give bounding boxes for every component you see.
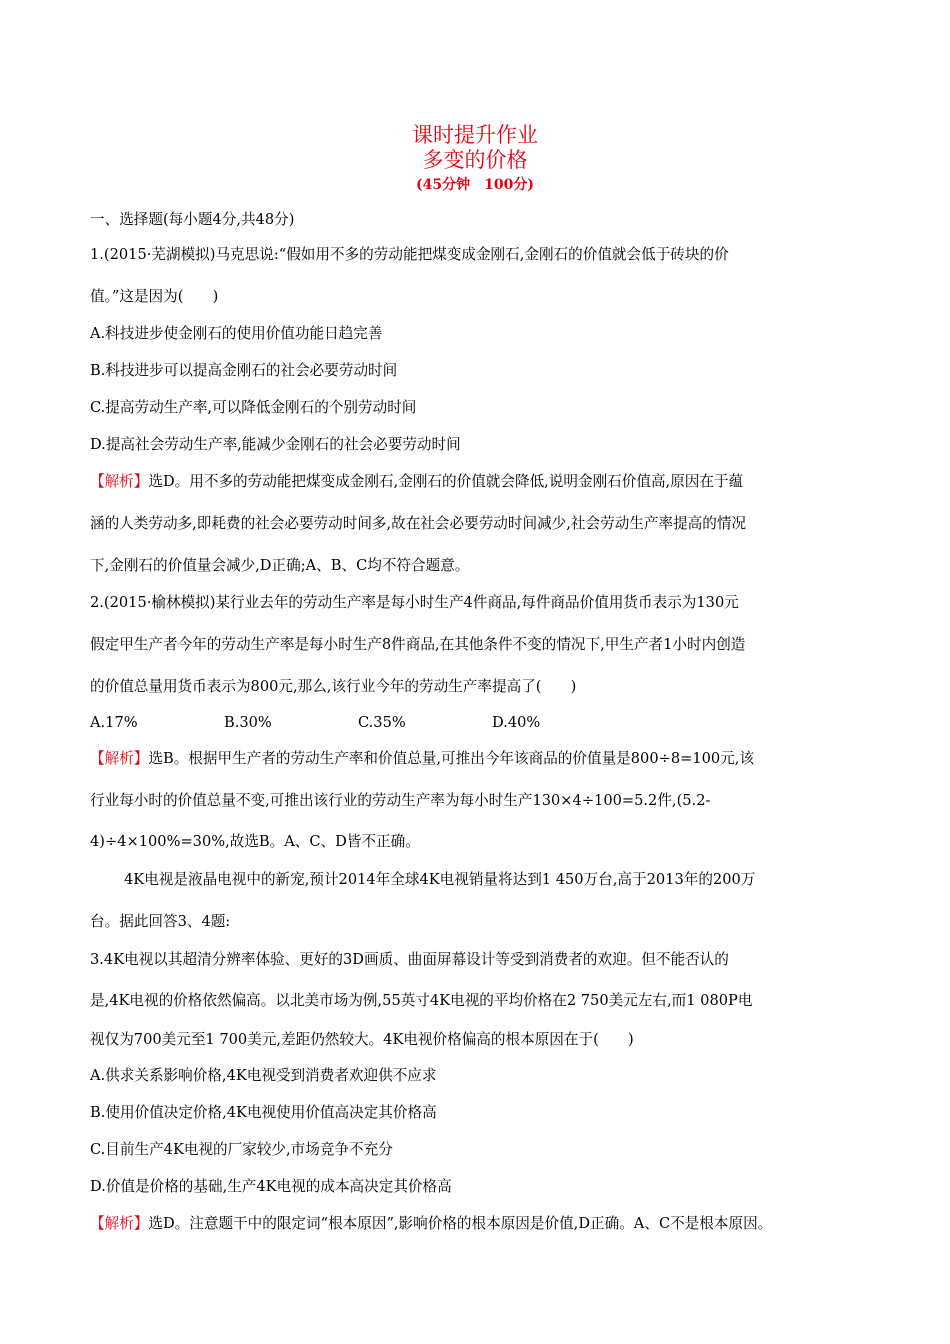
q1-option-c: C.提高劳动生产率,可以降低金刚石的个别劳动时间 bbox=[90, 399, 417, 416]
q3-stem-line1: 3.4K电视以其超清分辨率体验、更好的3D画质、曲面屏幕设计等受到消费者的欢迎。但不能否认的 bbox=[90, 951, 729, 968]
q1-stem-line1: 1.(2015·芜湖模拟)马克思说:“假如用不多的劳动能把煤变成金刚石,金刚石的价值就会低于砖块的价 bbox=[90, 246, 729, 263]
time-score-info: (45分钟 100分) bbox=[416, 177, 534, 193]
q1-analysis-line3: 下,金刚石的价值量会减少,D正确;A、B、C均不符合题意。 bbox=[90, 557, 470, 574]
q2-option-d: D.40% bbox=[492, 714, 541, 731]
q3-option-c: C.目前生产4K电视的厂家较少,市场竞争不充分 bbox=[90, 1141, 393, 1158]
analysis-text: 选B。根据甲生产者的劳动生产率和价值总量,可推出今年该商品的价值量是800÷8=100元,该 bbox=[148, 750, 755, 767]
q3-option-b: B.使用价值决定价格,4K电视使用价值高决定其价格高 bbox=[90, 1104, 437, 1121]
q3-stem-line2: 是,4K电视的价格依然偏高。以北美市场为例,55英寸4K电视的平均价格在2 750美元左右,而1 080P电 bbox=[90, 992, 753, 1009]
q2-analysis-line1 bbox=[90, 749, 870, 769]
q1-option-d: D.提高社会劳动生产率,能减少金刚石的社会必要劳动时间 bbox=[90, 436, 461, 453]
analysis-tag: 【解析】 bbox=[90, 1215, 149, 1232]
q2-option-a: A.17% bbox=[90, 714, 138, 731]
material-line1: 4K电视是液晶电视中的新宠,预计2014年全球4K电视销量将达到1 450万台,高于2013年的200万 bbox=[124, 871, 756, 888]
section-heading: 一、选择题(每小题4分,共48分) bbox=[90, 211, 295, 228]
q2-option-b: B.30% bbox=[224, 714, 272, 731]
q3-stem-line3: 视仅为700美元至1 700美元,差距仍然较大。4K电视价格偏高的根本原因在于( ) bbox=[90, 1031, 634, 1048]
q1-option-b: B.科技进步可以提高金刚石的社会必要劳动时间 bbox=[90, 362, 398, 379]
q2-stem-line2: 假定甲生产者今年的劳动生产率是每小时生产8件商品,在其他条件不变的情况下,甲生产者1小时内创造 bbox=[90, 636, 746, 653]
analysis-text: 选D。注意题干中的限定词“根本原因”,影响价格的根本原因是价值,D正确。A、C不是根本原因。 bbox=[148, 1215, 773, 1232]
q3-option-d: D.价值是价格的基础,生产4K电视的成本高决定其价格高 bbox=[90, 1178, 452, 1195]
document-title: 课时提升作业 bbox=[412, 123, 538, 147]
document-subtitle: 多变的价格 bbox=[422, 148, 528, 172]
q3-analysis-line1 bbox=[90, 1214, 870, 1234]
analysis-tag: 【解析】 bbox=[90, 473, 149, 490]
analysis-tag: 【解析】 bbox=[90, 750, 149, 767]
q1-analysis-line2: 涵的人类劳动多,即耗费的社会必要劳动时间多,故在社会必要劳动时间减少,社会劳动生产率提高的情况 bbox=[90, 515, 747, 532]
q2-analysis-line2: 行业每小时的价值总量不变,可推出该行业的劳动生产率为每小时生产130×4÷100=5.2件,(5.2- bbox=[90, 792, 711, 809]
q2-stem-line1: 2.(2015·榆林模拟)某行业去年的劳动生产率是每小时生产4件商品,每件商品价值用货币表示为130元 bbox=[90, 594, 739, 611]
material-line2: 台。据此回答3、4题: bbox=[90, 913, 231, 930]
q1-stem-line2: 值。”这是因为( ) bbox=[90, 288, 219, 305]
q2-option-c: C.35% bbox=[358, 714, 406, 731]
q2-stem-line3: 的价值总量用货币表示为800元,那么,该行业今年的劳动生产率提高了( ) bbox=[90, 678, 577, 695]
q1-option-a: A.科技进步使金刚石的使用价值功能日趋完善 bbox=[90, 325, 383, 342]
analysis-text: 选D。用不多的劳动能把煤变成金刚石,金刚石的价值就会降低,说明金刚石价值高,原因在于蕴 bbox=[148, 473, 744, 490]
q3-option-a: A.供求关系影响价格,4K电视受到消费者欢迎供不应求 bbox=[90, 1067, 437, 1084]
q2-analysis-line3: 4)÷4×100%=30%,故选B。A、C、D皆不正确。 bbox=[90, 833, 420, 850]
q1-analysis-line1 bbox=[90, 472, 870, 492]
